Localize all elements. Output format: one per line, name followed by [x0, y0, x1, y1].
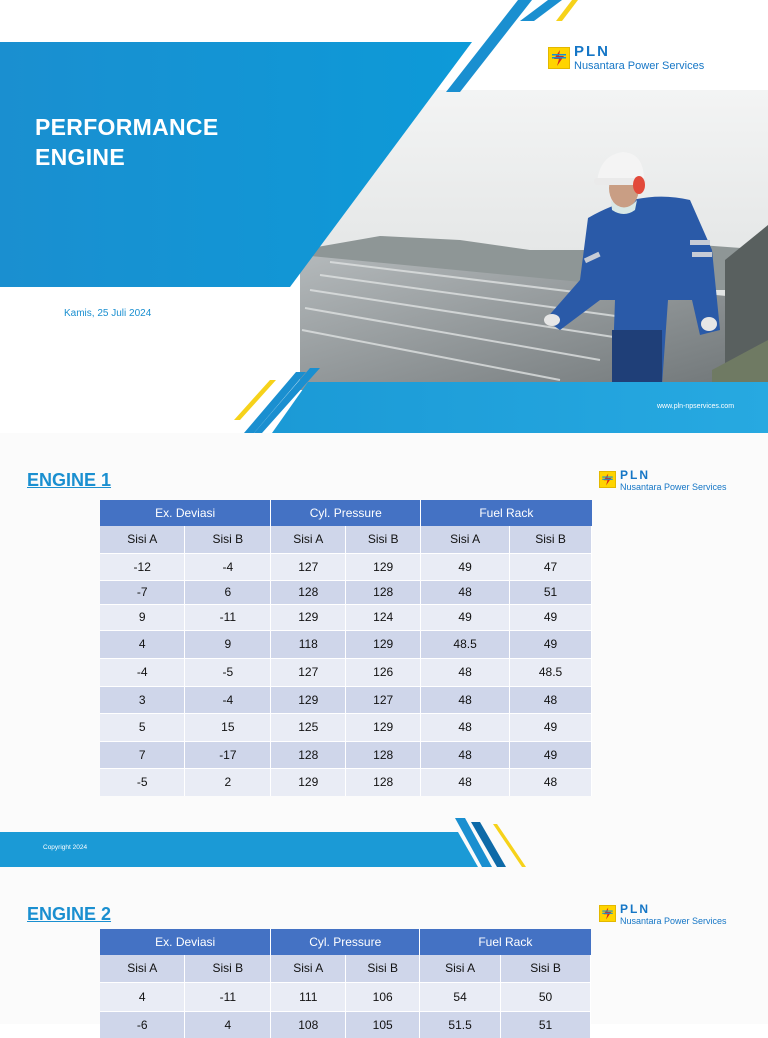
table-cell: 111	[271, 982, 346, 1011]
table-cell: 2	[185, 768, 271, 796]
header-cyl-pressure: Cyl. Pressure	[271, 500, 421, 526]
table-cell: 129	[346, 713, 421, 741]
table-cell: 128	[346, 580, 421, 604]
table-cell: 4	[100, 630, 185, 658]
pln-logo-icon	[548, 47, 570, 69]
table-cell: 105	[346, 1011, 420, 1038]
table-cell: -11	[185, 982, 271, 1011]
table-cell: 128	[346, 741, 421, 768]
engine2-table	[100, 929, 591, 1038]
engine1-title: ENGINE 1	[27, 470, 112, 490]
table-cell: 48	[421, 741, 510, 768]
engine1-slide	[0, 433, 768, 867]
table-cell: 128	[271, 741, 346, 768]
logo-brand: PLN	[620, 902, 650, 916]
table-cell: 128	[346, 768, 421, 796]
table-cell: 48	[421, 580, 510, 604]
table-cell: -5	[100, 768, 185, 796]
header-ex-deviasi: Ex. Deviasi	[100, 929, 271, 955]
table-cell: 118	[271, 630, 346, 658]
table-cell: -17	[185, 741, 271, 768]
table-cell: 51	[501, 1011, 591, 1038]
table-cell: 5	[100, 713, 185, 741]
table-cell: 48	[421, 686, 510, 713]
table-cell: 128	[271, 580, 346, 604]
table-cell: -4	[185, 686, 271, 713]
table-cell: 126	[346, 658, 421, 686]
header-cyl-pressure: Cyl. Pressure	[271, 929, 420, 955]
table-row	[100, 686, 592, 713]
subheader-sisi-a: Sisi A	[100, 955, 185, 982]
table-cell: 15	[185, 713, 271, 741]
table-cell: 4	[185, 1011, 271, 1038]
copyright-text: Copyright 2024	[43, 844, 88, 851]
table-row	[100, 553, 592, 580]
table-cell: 7	[100, 741, 185, 768]
table-cell: 51.5	[420, 1011, 501, 1038]
table-row	[100, 658, 592, 686]
subheader-sisi-a: Sisi A	[420, 955, 501, 982]
subheader-sisi-a: Sisi A	[100, 526, 185, 553]
table-row	[100, 604, 592, 630]
table-cell: 49	[510, 741, 592, 768]
subheader-sisi-b: Sisi B	[185, 526, 271, 553]
header-fuel-rack: Fuel Rack	[421, 500, 592, 526]
table-cell: 9	[100, 604, 185, 630]
table-row	[100, 741, 592, 768]
table-cell: 9	[185, 630, 271, 658]
table-cell: 127	[271, 658, 346, 686]
table-cell: 108	[271, 1011, 346, 1038]
logo-subtitle: Nusantara Power Services	[574, 60, 705, 72]
logo-brand: PLN	[574, 43, 610, 60]
table-cell: 48.5	[421, 630, 510, 658]
table-cell: 129	[271, 686, 346, 713]
table-cell: 48	[421, 658, 510, 686]
pln-logo	[548, 44, 704, 72]
table-cell: -5	[185, 658, 271, 686]
cover-date: Kamis, 25 Juli 2024	[64, 308, 152, 319]
table-cell: 106	[346, 982, 420, 1011]
table-cell: 4	[100, 982, 185, 1011]
table-cell: 124	[346, 604, 421, 630]
subheader-sisi-b: Sisi B	[510, 526, 592, 553]
header-ex-deviasi: Ex. Deviasi	[100, 500, 271, 526]
cover-title-line2: ENGINE	[35, 144, 125, 170]
engine2-title: ENGINE 2	[27, 904, 112, 924]
cover-title-line1: PERFORMANCE	[35, 114, 219, 140]
engine2-slide	[0, 867, 768, 1032]
subheader-sisi-a: Sisi A	[271, 526, 346, 553]
pln-logo-small	[599, 469, 727, 492]
subheader-sisi-b: Sisi B	[185, 955, 271, 982]
pln-logo-icon	[599, 471, 616, 488]
subheader-sisi-a: Sisi A	[271, 955, 346, 982]
table-row	[100, 630, 592, 658]
subheader-sisi-b: Sisi B	[501, 955, 591, 982]
pln-logo-small	[599, 903, 727, 926]
table-cell: 129	[346, 630, 421, 658]
table-cell: 54	[420, 982, 501, 1011]
website-link[interactable]: www.pln-npservices.com	[657, 403, 735, 410]
table-cell: 49	[510, 630, 592, 658]
table-cell: 48.5	[510, 658, 592, 686]
table-cell: 50	[501, 982, 591, 1011]
logo-subtitle: Nusantara Power Services	[620, 916, 727, 926]
table-cell: -11	[185, 604, 271, 630]
pln-logo-icon	[599, 905, 616, 922]
table-cell: 127	[271, 553, 346, 580]
subheader-sisi-a: Sisi A	[421, 526, 510, 553]
subheader-sisi-b: Sisi B	[346, 955, 420, 982]
table-row	[100, 1011, 591, 1038]
table-cell: -7	[100, 580, 185, 604]
cover-slide	[0, 0, 768, 433]
table-cell: -4	[185, 553, 271, 580]
table-cell: -12	[100, 553, 185, 580]
table-cell: 49	[421, 604, 510, 630]
cover-title	[35, 112, 218, 172]
table-cell: 129	[271, 604, 346, 630]
table-cell: -4	[100, 658, 185, 686]
footer-band	[0, 828, 768, 867]
table-cell: 49	[421, 553, 510, 580]
engine1-table	[100, 500, 592, 796]
table-cell: 129	[271, 768, 346, 796]
table-cell: 51	[510, 580, 592, 604]
table-row	[100, 580, 592, 604]
table-row	[100, 982, 591, 1011]
logo-brand: PLN	[620, 468, 650, 482]
table-cell: 6	[185, 580, 271, 604]
table-cell: 47	[510, 553, 592, 580]
table-cell: 49	[510, 604, 592, 630]
logo-subtitle: Nusantara Power Services	[620, 482, 727, 492]
table-cell: 48	[510, 768, 592, 796]
table-cell: 49	[510, 713, 592, 741]
table-cell: 48	[510, 686, 592, 713]
table-row	[100, 713, 592, 741]
table-cell: 127	[346, 686, 421, 713]
table-cell: 48	[421, 713, 510, 741]
subheader-sisi-b: Sisi B	[346, 526, 421, 553]
table-cell: 48	[421, 768, 510, 796]
table-cell: 129	[346, 553, 421, 580]
table-cell: -6	[100, 1011, 185, 1038]
header-fuel-rack: Fuel Rack	[420, 929, 591, 955]
table-cell: 125	[271, 713, 346, 741]
table-cell: 3	[100, 686, 185, 713]
table-row	[100, 768, 592, 796]
